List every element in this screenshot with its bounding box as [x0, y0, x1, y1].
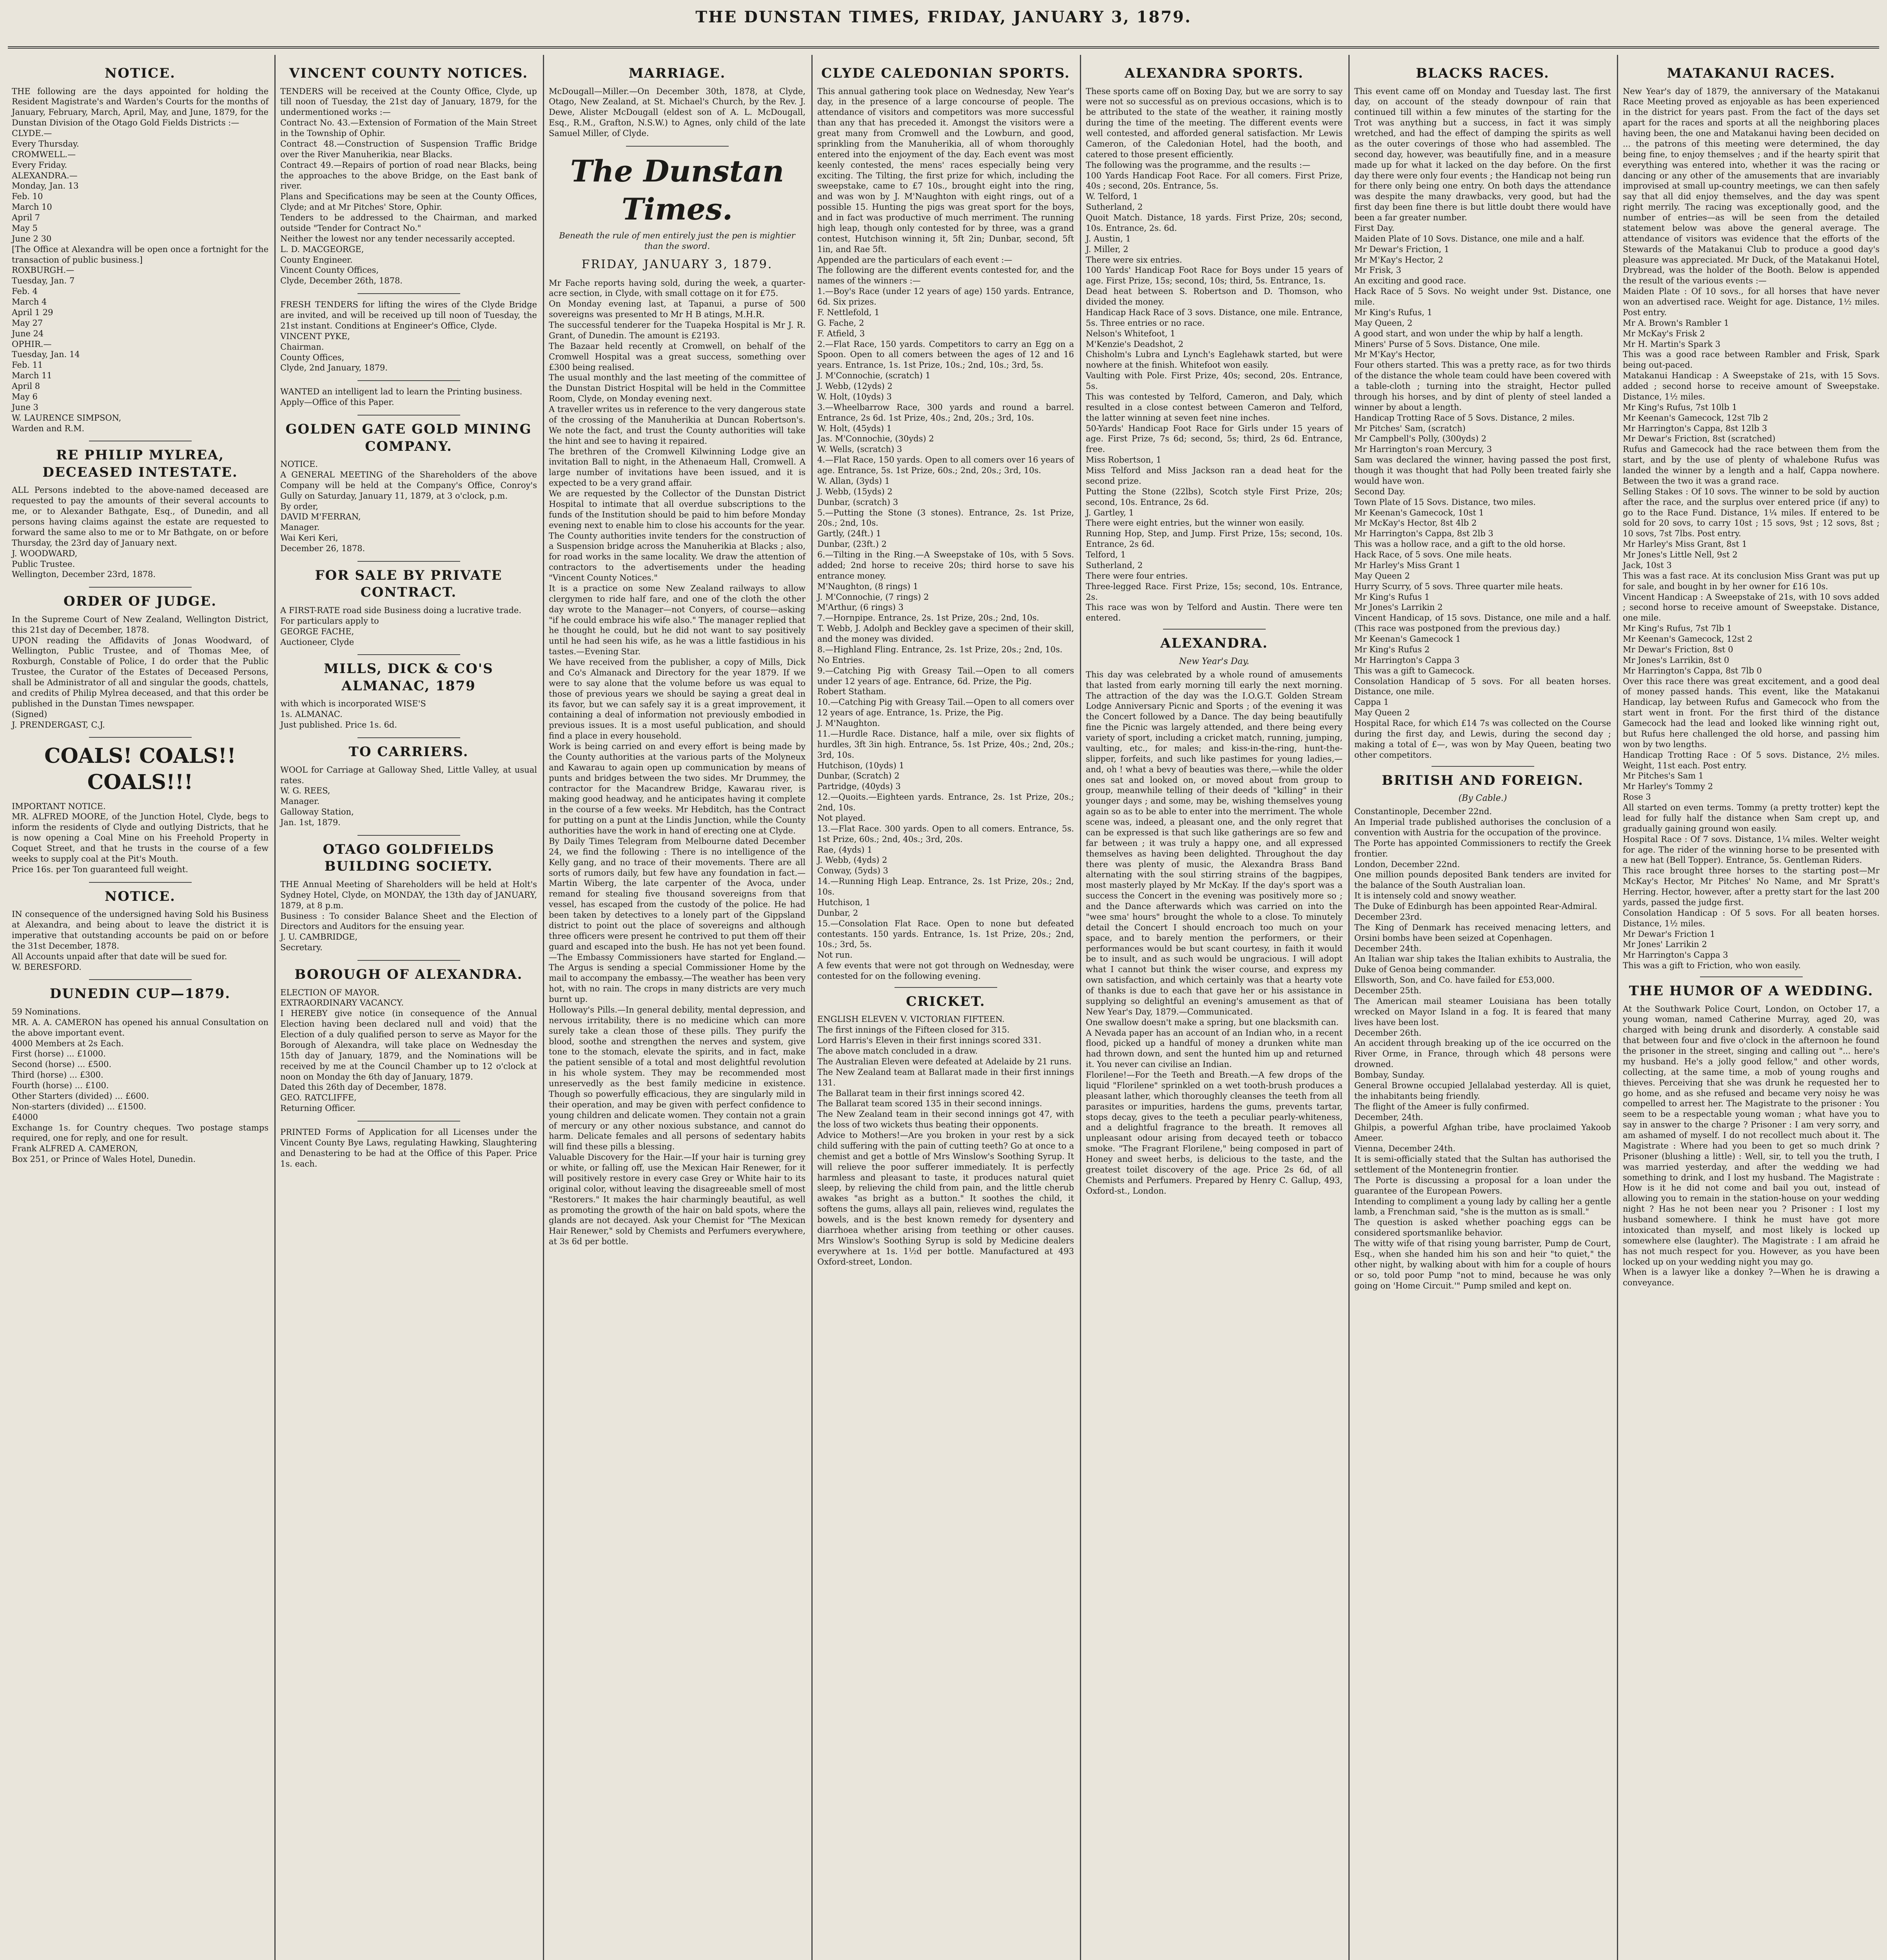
ad-fresh-tenders	[280, 299, 537, 373]
column-rule	[1617, 55, 1618, 1960]
marriage-title: MARRIAGE.	[628, 65, 726, 81]
ad-body: PRINTED Forms of Application for all Licenses under the Vincent County Bye Laws, regulating Hawking, Slaughtering and Denastering to be had at the Office of this Paper. Price 1s. each.	[280, 1127, 540, 1169]
column-3	[549, 63, 806, 1960]
article-body: New Year's day of 1879, the anniversary of the Matakanui Race Meeting proved as enjoyable as has been experienced in the district for years past. From the fact of the days set apart for the races and sports at all the neighboring places having been, the one and Matakanui having been decided on ... the patrons of this meeting were determined, the day being fine, to enjoy themselves ; and if the hearty spirit that everything was entered into, whether it was the racing or dancing or any other of the amusements that are invariably improvised at small up-country meetings, we can then safely say that all did enjoy themselves, and the day was spent right merrily. The racing was exceptionally good, and the number of entries—as will be seen from the detailed statement below was above the general average. The attendance of visitors was evidence that the efforts of the Stewards of the Matakanui Club to produce a good day's pleasure was appreciated. Mr Duck, of the Matakanui Hotel, Drybread, was the holder of the Booth. Below is appended the result of the various events :— Maiden Plate : Of 10 sovs., for all horses that have never won an advertised race. Weight for age. Distance, 1½ miles. Post entry. Mr A. Brown's Rambler 1 Mr McKay's Frisk 2 Mr H. Martin's Spark 3 This was a good race between Rambler and Frisk, Spark being out-paced. Matakanui Handicap : A Sweepstake of 21s, with 15 Sovs. added ; second horse to receive amount of Sweepstake. Distance, 1½ miles. Mr King's Rufus, 7st 10lb 1 Mr Keenan's Gamecock, 12st 7lb 2 Mr Harrington's Cappa, 8st 12lb 3 Mr Dewar's Friction, 8st (scratched) Rufus and Gamecock had the race between them from the start, and by the use of plenty of whalebone Rufus was landed the winner by a length and a half, Cappa nowhere. Between the two it was a grand race. Selling Stakes : Of 10 sovs. The winner to be sold by auction after the race, and the surplus over entered price (if any) to go to the Race Fund. Distance, 1¼ miles. If entered to be sold for 20 sovs, to carry 10st ; 15 sovs, 9st ; 12 sovs, 8st ; 10 sovs, 7st 7lbs. Post entry. Mr Harley's Miss Grant, 8st 1 Mr Jones's Little Nell, 9st 2 Jack, 10st 3 This was a fast race. At its conclusion Miss Grant was put up for sale, and bought in by her owner for £16 10s. Vincent Handicap : A Sweepstake of 21s, with 10 sovs added ; second horse to receive amount of Sweepstake. Distance, one mile. Mr King's Rufus, 7st 7lb 1 Mr Keenan's Gamecock, 12st 2 Mr Dewar's Friction, 8st 0 Mr Jones's Larrikin, 8st 0 Mr Harrington's Cappa, 8st 7lb 0 Over this race there was great excitement, and a good deal of money passed hands. This event, like the Matakanui Handicap, lay between Rufus and Gamecock who from the start went in front. For the first third of the distance Gamecock had the lead and looked like winning right out, but Rufus here challenged the old horse, and passing him won by two lengths. Handicap Trotting Race : Of 5 sovs. Distance, 2½ miles. Weight, 11st each. Post entry. Mr Pitches's Sam 1 Mr Harley's Tommy 2 Rose 3 All started on even terms. Tommy (a pretty trotter) kept the lead for fully half the distance when Sam crept up, and gradually gaining ground won easily. Hospital Race : Of 7 sovs. Distance, 1¼ miles. Welter weight for age. The rider of the winning horse to be presented with a new hat (Bell Topper). Entrance, 5s. Gentleman Riders. This race brought three horses to the starting post—Mr McKay's Hector, Mr Pitches' No Name, and Mr Spratt's Herring. Hector, however, after a pretty start for the last 200 yards, passed the judge first. Consolation Handicap : Of 5 sovs. For all beaten horses. Distance, 1½ miles. Mr Dewar's Friction 1 Mr Jones' Larrikin 2 Mr Harrington's Cappa 3 This was a gift to Friction, who won easily.	[1623, 86, 1880, 971]
ad-carriers	[280, 744, 537, 828]
notice-body: In the Supreme Court of New Zealand, Wellington District, this 21st day of December, 1878. UPON reading the Affidavits of Jonas Woodward, of Wellington, Public Trustee, and of Thomas Mee, of Roxburgh, Constable of Police, I do order that the Public Trustee, the Curator of the Estates of Deceased Persons, shall be Administrator of all and singular the goods, chattels, and credits of Philip Mylrea deceased, and that this order be published in the Dunstan Times newspaper. (Signed) J. PRENDERGAST, C.J.	[12, 614, 269, 730]
page-header: THE DUNSTAN TIMES, FRIDAY, JANUARY 3, 1879.	[695, 8, 1192, 26]
divider	[895, 987, 997, 988]
article-subtitle: New Year's Day.	[1179, 656, 1249, 666]
notice-title: NOTICE.	[105, 65, 176, 81]
divider	[357, 960, 460, 961]
ad-body: FRESH TENDERS for lifting the wires of the Clyde Bridge are invited, and will be received up till noon of Tuesday, the 21st instant. Conditions at Engineer's Office, Clyde. VINCENT PYKE, Chairman. County Offices, Clyde, 2nd January, 1879.	[280, 300, 537, 373]
notice-courts	[12, 65, 269, 434]
ad-for-sale	[280, 567, 537, 648]
ad-body: A FIRST-RATE road side Business doing a lucrative trade. For particulars apply to GEORGE FACHE, Auctioneer, Clyde	[280, 605, 521, 647]
divider	[89, 979, 192, 980]
divider	[357, 380, 460, 381]
ad-title: GOLDEN GATE GOLD MINING COMPANY.	[285, 421, 532, 454]
divider	[357, 415, 460, 416]
divider	[357, 654, 460, 655]
ad-printed-forms	[280, 1127, 540, 1169]
ad-golden-gate	[280, 421, 537, 554]
ad-body: with which is incorporated WISE'S 1s. ALMANAC. Just published. Price 1s. 6d.	[280, 699, 426, 730]
ad-title: OTAGO GOLDFIELDS BUILDING SOCIETY.	[323, 841, 495, 875]
article-title: CRICKET.	[906, 993, 985, 1009]
ad-election	[280, 966, 537, 1114]
notice-body: IMPORTANT NOTICE. MR. ALFRED MOORE, of the Junction Hotel, Clyde, begs to inform the residents of Clyde and outlying Districts, that he is now opening a Coal Mine on his Freehold Property in Coquet Street, and that he trusts in the course of a few weeks to supply coal at the Pit's Mouth. Price 16s. per Ton guaranteed full weight.	[12, 801, 269, 874]
column-7	[1623, 63, 1880, 1960]
divider	[89, 882, 192, 883]
article-body: These sports came off on Boxing Day, but we are sorry to say were not so successful as on previous occasions, which is to be attributed to the state of the weather, it raining mostly during the time of the meeting. The different events were well contested, and afforded general satisfaction. Mr Lewis Cameron, of the Caledonian Hotel, had the booth, and catered to those present efficiently. The following was the programme, and the results :— 100 Yards Handicap Foot Race. For all comers. First Prize, 40s ; second, 20s. Entrance, 5s. W. Telford, 1 Sutherland, 2 Quoit Match. Distance, 18 yards. First Prize, 20s; second, 10s. Entrance, 2s. 6d. J. Austin, 1 J. Miller, 2 There were six entries. 100 Yards' Handicap Foot Race for Boys under 15 years of age. First Prize, 15s; second, 10s; third, 5s. Entrance, 1s. Dead heat between S. Robertson and D. Thomson, who divided the money. Handicap Hack Race of 3 sovs. Distance, one mile. Entrance, 5s. Three entries or no race. Nelson's Whitefoot, 1 M'Kenzie's Deadshot, 2 Chisholm's Lubra and Lynch's Eaglehawk started, but were nowhere at the finish. Whitefoot won easily. Vaulting with Pole. First Prize, 40s; second, 20s. Entrance, 5s. This was contested by Telford, Cameron, and Daly, which resulted in a close contest between Cameron and Telford, the latter winning at seven feet nine inches. 50-Yards' Handicap Foot Race for Girls under 15 years of age. First Prize, 7s 6d; second, 5s; third, 2s 6d. Entrance, free. Miss Robertson, 1 Miss Telford and Miss Jackson ran a dead heat for the second prize. Putting the Stone (22lbs), Scotch style First Prize, 20s; second, 10s. Entrance, 2s 6d. J. Gartley, 1 There were eight entries, but the winner won easily. Running Hop, Step, and Jump. First Prize, 15s; second, 10s. Entrance, 2s 6d. Telford, 1 Sutherland, 2 There were four entries. Three-legged Race. First Prize, 15s; second, 10s. Entrance, 2s. This race was won by Telford and Austin. There were ten entered.	[1086, 86, 1343, 623]
ad-title: TO CARRIERS.	[348, 744, 469, 760]
notice-title: ORDER OF JUDGE.	[64, 593, 217, 610]
article-title: MATAKANUI RACES.	[1667, 65, 1836, 81]
article-body: This day was celebrated by a whole round of amusements that lasted from early morning till early the next morning. The attraction of the day was the I.O.G.T. Golden Stream Lodge Anniversary Picnic and Sports ; of the evening it was the Concert followed by a Dance. The day being beautifully fine the Picnic was largely attended, and there being every variety of sport, including a cricket match, running, jumping, vaulting, etc., for males; and kiss-in-the-ring, hunt-the-slipper, forfeits, and such like pastimes for young ladies,—and, oh ! what a bevy of beauties was there,—while the older ones sat and looked on, or moved about from group to group, meanwhile telling of their deeds of "killing" in their younger days ; and some, may be, wishing themselves young again so as to be able to enter into the merriment. The whole scene was, indeed, a pleasant one, and the only regret that can be expressed is that such like gatherings are so few and far between ; it was truly a happy one, and all expressed themselves as having been delighted. Throughout the day there was plenty of music, the Alexandra Brass Band alternating with the soul stirring strains of the bagpipes, most masterly played by Mr McKay. If the day's sport was a success the Concert in the evening was positively more so ; and the Dance afterwards which was carried on into the "wee sma' hours" brought the whole to a close. To minutely detail the Concert I should encroach too much on your space, and to barely mention the performers, or their performances would be but scant courtesy, in faith it would be to insult, and as such would be ungracious. I will adopt what I cannot but think the wiser course, and express my own satisfaction, and which certainly was that a hearty vote of thanks is due to each that gave her or his assistance in supplying so delightful an evening's amusement as that of New Year's Day, 1879.—Communicated. One swallow doesn't make a spring, but one blacksmith can. A Nevada paper has an account of an Indian who, in a recent flood, picked up a handful of money a drunken white man had thrown down, and sent the hunted him up and returned it. You never can civilise an Indian. Florilene!—For the Teeth and Breath.—A few drops of the liquid "Florilene" sprinkled on a wet tooth-brush produces a pleasant lather, which thoroughly cleanses the teeth from all parasites or impurities, hardens the gums, prevents tartar, stops decay, gives to the teeth a peculiar pearly-whiteness, and a delightful fragrance to the breath. It removes all unpleasant odour arising from decayed teeth or tobacco smoke. "The Fragrant Florilene," being composed in part of Honey and sweet herbs, is delicious to the taste, and the greatest toilet discovery of the age. Price 2s 6d, of all Chemists and Perfumers. Prepared by Henry C. Gallup, 493, Oxford-st., London.	[1086, 670, 1343, 1196]
newspaper-motto: Beneath the rule of men entirely just the pen is mightier than the sword.	[559, 231, 795, 251]
article-title: BRITISH AND FOREIGN.	[1381, 772, 1584, 788]
column-5	[1086, 63, 1343, 1960]
divider	[1700, 976, 1803, 977]
notice-body: IN consequence of the undersigned having Sold his Business at Alexandra, and being about to leave the district it is imperative that outstanding accounts be paid on or before the 31st December, 1878. All Accounts unpaid after that date will be sued for. W. BERESFORD.	[12, 909, 269, 972]
notice-dunedin-cup	[12, 985, 269, 1165]
marriage-notice	[549, 65, 806, 139]
notice-title: NOTICE.	[105, 888, 176, 904]
divider	[626, 146, 729, 147]
divider	[357, 561, 460, 562]
ad-body: TENDERS will be received at the County Office, Clyde, up till noon of Tuesday, the 21st day of January, 1879, for the undermentioned works :— Contract No. 43.—Extension of Formation of the Main Street in the Township of Ophir. Contract 48.—Construction of Suspension Traffic Bridge over the River Manuherikia, near Blacks. Contract 49.—Repairs of portion of road near Blacks, being the approaches to the above Bridge, on the East bank of river. Plans and Specifications may be seen at the County Offices, Clyde; and at Mr Pitches' Store, Ophir. Tenders to be addressed to the Chairman, and marked outside "Tender for Contract No." Neither the lowest nor any tender necessarily accepted. L. D. MACGEORGE, County Engineer. Vincent County Offices, Clyde, December 26th, 1878.	[280, 86, 537, 286]
column-rule	[811, 55, 813, 1960]
ad-wanted	[280, 387, 537, 408]
column-rule	[1348, 55, 1350, 1960]
notice-coals	[12, 743, 269, 875]
notice-beresford	[12, 888, 269, 973]
divider	[357, 835, 460, 836]
ad-title: VINCENT COUNTY NOTICES.	[289, 65, 528, 81]
ad-body: NOTICE. A GENERAL MEETING of the Shareholders of the above Company will be held at the Company's Office, Conroy's Gully on Saturday, January 11, 1879, at 3 o'clock, p.m. By order, DAVID M'FERRAN, Manager. Wai Keri Keri, December 26, 1878.	[280, 459, 537, 554]
article-title: ALEXANDRA.	[1160, 635, 1268, 652]
notice-judge	[12, 593, 269, 730]
divider	[89, 737, 192, 738]
ad-body: WOOL for Carriage at Galloway Shed, Little Valley, at usual rates. W. G. REES, Manager. Galloway Station, Jan. 1st, 1879.	[280, 765, 537, 827]
article-subtitle: (By Cable.)	[1458, 793, 1507, 804]
ad-body: WANTED an intelligent lad to learn the Printing business. Apply—Office of this Paper.	[280, 387, 523, 407]
divider	[1432, 766, 1534, 767]
column-1	[12, 63, 269, 1960]
column-rule	[274, 55, 276, 1960]
article-title: CLYDE CALEDONIAN SPORTS.	[821, 65, 1070, 81]
notice-body: 59 Nominations. MR. A. A. CAMERON has opened his annual Consultation on the above important event. 4000 Members at 2s Each. First (horse) ... £1000. Second (horse) ... £500. Third (horse) ... £300. Fourth (horse) ... £100. Other Starters (divided) ... £600. Non-starters (divided) ... £1500. £4000 Exchange 1s. for Country cheques. Two postage stamps required, one for reply, and one for result. Frank ALFRED A. CAMERON, Box 251, or Prince of Wales Hotel, Dunedin.	[12, 1007, 269, 1164]
divider	[89, 587, 192, 588]
divider	[357, 1121, 460, 1122]
ad-title: BOROUGH OF ALEXANDRA.	[294, 967, 523, 983]
ad-almanac	[280, 661, 537, 730]
article-body: Constantinople, December 22nd. An Imperial trade published authorises the conclusion of a convention with Austria for the occupation of the province. The Porte has appointed Commissioners to rectify the Greek frontier. London, December 22nd. One million pounds deposited Bank tenders are invited for the balance of the South Australian loan. It is intensely cold and snowy weather. The Duke of Edinburgh has been appointed Rear-Admiral. December 23rd. The King of Denmark has received menacing letters, and Orsini bombs have been seized at Copenhagen. December 24th. An Italian war ship takes the Italian exhibits to Australia, the Duke of Genoa being commander. Ellsworth, Son, and Co. have failed for £53,000. December 25th. The American mail steamer Louisiana has been totally wrecked on Mayor Island in a fog. It is feared that many lives have been lost. December 26th. An accident through breaking up of the ice occurred on the River Orme, in France, through which 48 persons were drowned. Bombay, Sunday. General Browne occupied Jellalabad yesterday. All is quiet, the inhabitants being friendly. The flight of the Ameer is fully confirmed. December, 24th. Ghilpis, a powerful Afghan tribe, have proclaimed Yakoob Ameer. Vienna, December 24th. It is semi-officially stated that the Sultan has authorised the settlement of the Montenegrin frontier. The Porte is discussing a proposal for a loan under the guarantee of the European Powers. Intending to compliment a young lady by calling her a gentle lamb, a Frenchman said, "she is the mutton as is small." The question is asked whether poaching eggs can be considered sportsmanlike behavior. The witty wife of that rising young barrister, Pump de Court, Esq., when she handed him his son and heir "to quiet," the other night, by walking about with him for a couple of hours or so, told poor Pump "not to mind, because he was only going on 'Home Circuit.'" Pump smiled and kept on.	[1354, 807, 1611, 1290]
notice-body: THE following are the days appointed for holding the Resident Magistrate's and Warden's Courts for the months of January, February, March, April, May, and June, 1879, for the Dunstan Division of the Otago Gold Fields Districts :— CLYDE.— Every Thursday. CROMWELL.— Every Friday. ALEXANDRA.— Monday, Jan. 13 Feb. 10 March 10 April 7 May 5 June 2 30 [The Office at Alexandra will be open once a fortnight for the transaction of public business.] ROXBURGH.— Tuesday, Jan. 7 Feb. 4 March 4 April 1 29 May 27 June 24 OPHIR.— Tuesday, Jan. 14 Feb. 11 March 11 April 8 May 6 June 3 W. LAURENCE SIMPSON, Warden and R.M.	[12, 86, 269, 433]
local-news: Mr Fache reports having sold, during the week, a quarter-acre section, in Clyde, with small cottage on it for £75. On Monday evening last, at Tapanui, a purse of 500 sovereigns was presented to Mr H B atings, M.H.R. The successful tenderer for the Tuapeka Hospital is Mr J. R. Grant, of Dunedin. The amount is £2193. The Bazaar held recently at Cromwell, on behalf of the Cromwell Hospital was a great success, something over £300 being realised. The usual monthly and the last meeting of the committee of the Dunstan District Hospital will be held in the Committee Room, Clyde, on Monday evening next. A traveller writes us in reference to the very dangerous state of the crossing of the Manuherikia at Duncan Robertson's. We note the fact, and trust the County authorities will take the hint and see to having it repaired. The brethren of the Cromwell Kilwinning Lodge give an invitation Ball to night, in the Athenaeum Hall, Cromwell. A large number of invitations have been issued, and it is expected to be a very grand affair. We are requested by the Collector of the Dunstan District Hospital to intimate that all overdue subscriptions to the funds of the Institution should be paid to him before Monday evening next to enable him to close his accounts for the year. The County authorities invite tenders for the construction of a Suspension bridge across the Manuherikia at Blacks ; also, for road works in the same locality. We draw the attention of contractors to the advertisements under the heading "Vincent County Notices." It is a practice on some New Zealand railways to allow clergymen to ride half fare, and one of the cloth the other day wrote to the Manager—not Conyers, of course—asking "if he could embrace his wife also." The manager replied that he thought he could, but he did not want to say positively until he had seen his wife, as he was a little fastidious in his tastes.—Evening Star. We have received from the publisher, a copy of Mills, Dick and Co's Almanack and Directory for the year 1879. If we were to say alone that the volume before us was equal to those of previous years we should be saying a great deal in its favor, but we can safely say it is a great improvement, it containing a deal of information not previously embodied in previous issues. It is a most useful publication, and should find a place in every household. Work is being carried on and every effort is being made by the County authorities at the various parts of the Molyneux and Kawarau to again open up communication by means of punts and bridges between the two sides. Mr Drummey, the contractor for the Macandrew Bridge, Kawarau river, is making good headway, and he anticipates having it complete in the course of a few weeks. Mr Hebditch, has the Contract for putting on a punt at the Lindis Junction, while the County authorities have the work in hand of erecting one at Clyde. By Daily Times Telegram from Melbourne dated December 24, we find the following : There is no intelligence of the Kelly gang, and no trace of their movements. There are all sorts of rumors daily, but few have any foundation in fact.—Martin Wiberg, the late carpenter of the Avoca, under remand for stealing five thousand sovereigns from that vessel, has escaped from the custody of the police. He had been taken by detectives to a lonely part of the Gippsland district to point out the place of sovereigns and although three officers were present he contrived to put them off their guard and escaped into the bush. He has not yet been found.—The Embassy Commissioners have started for England.—The Argus is sending a special Commissioner Home by the mail to accompany the embassy.—The weather has been very hot, with no rain. The crops in many districts are very much burnt up. Holloway's Pills.—In general debility, mental depression, and nervous irritability, there is no medicine which can more surely take a clean those of these pills. They purify the blood, soothe and strengthen the nerves and system, give tone to the stomach, elevate the spirits, and in fact, make the patient sensible of a total and most delightful revolution in his whole system. They may be recommended most unreservedly as the best family medicine in existence. Though so powerfully efficacious, they are singularly mild in their operation, and may be given with perfect confidence to young children and delicate women. They contain not a grain of mercury or any other noxious substance, and cannot do harm. Delicate females and all persons of sedentary habits will find these pills a blessing. Valuable Discovery for the Hair.—If your hair is turning grey or white, or falling off, use the Mexican Hair Renewer, for it will positively restore in every case Grey or White hair to its original color, without leaving the disagreeable smell of most "Restorers." It makes the hair charmingly beautiful, as well as promoting the growth of the hair on bald spots, where the glands are not decayed. Ask your Chemist for "The Mexican Hair Renewer," sold by Chemists and Perfumers everywhere, at 3s 6d per bottle.	[549, 278, 806, 1247]
notice-title: DUNEDIN CUP—1879.	[49, 986, 231, 1002]
article-body: This event came off on Monday and Tuesday last. The first day, on account of the steady downpour of rain that continued till within a few minutes of the starting for the Trot was anything but a success, in fact it was simply wretched, and had the effect of damping the spirits as well as the outer coverings of those who had assembled. The second day, however, was beautifully fine, and in a measure made up for what it lacked on the day before. On the first day there were only four events ; the Handicap not being run for there only being one entry. On both days the attendance was despite the many drawbacks, very good, but had the first day been fine there is but little doubt there would have been a far greater number. First Day. Maiden Plate of 10 Sovs. Distance, one mile and a half. Mr Dewar's Friction, 1 Mr M'Kay's Hector, 2 Mr Frisk, 3 An exciting and good race. Hack Race of 5 Sovs. No weight under 9st. Distance, one mile. Mr King's Rufus, 1 May Queen, 2 A good start, and won under the whip by half a length. Miners' Purse of 5 Sovs. Distance, One mile. Mr M'Kay's Hector, Four others started. This was a pretty race, as for two thirds of the distance the whole team could have been covered with a table-cloth ; turning into the straight, Hector pulled through his horses, and by dint of plenty of steel landed a winner by about a length. Handicap Trotting Race of 5 Sovs. Distance, 2 miles. Mr Pitches' Sam, (scratch) Mr Campbell's Polly, (300yds) 2 Mr Harrington's roan Mercury, 3 Sam was declared the winner, having passed the post first, though it was thought that had Polly been treated fairly she would have won. Second Day. Town Plate of 15 Sovs. Distance, two miles. Mr Keenan's Gamecock, 10st 1 Mr McKay's Hector, 8st 4lb 2 Mr Harrington's Cappa, 8st 2lb 3 This was a hollow race, and a gift to the old horse. Hack Race, of 5 sovs. One mile heats. Mr Harley's Miss Grant 1 May Queen 2 Hurry Scurry, of 5 sovs. Three quarter mile heats. Mr King's Rufus 1 Mr Jones's Larrikin 2 Vincent Handicap, of 15 sovs. Distance, one mile and a half. (This race was postponed from the previous day.) Mr Keenan's Gamecock 1 Mr King's Rufus 2 Mr Harrington's Cappa 3 This was a gift to Gamecock. Consolation Handicap of 5 sovs. For all beaten horses. Distance, one mile. Cappa 1 May Queen 2 Hospital Race, for which £14 7s was collected on the Course during the first day, and Lewis, during the second day ; making a total of £—, was won by May Queen, beating two other competitors.	[1354, 86, 1611, 760]
divider	[357, 737, 460, 738]
article-body: ENGLISH ELEVEN V. VICTORIAN FIFTEEN. The first innings of the Fifteen closed for 315. Lord Harris's Eleven in their first innings scored 331. The above match concluded in a draw. The Australian Eleven were defeated at Adelaide by 21 runs. The New Zealand team at Ballarat made in their first innings 131. The Ballarat team in their first innings scored 42. The Ballarat team scored 135 in their second innings. The New Zealand team in their second innings got 47, with the loss of two wickets thus beating their opponents. Advice to Mothers!—Are you broken in your rest by a sick child suffering with the pain of cutting teeth? Go at once to a chemist and get a bottle of Mrs Winslow's Soothing Syrup. It will relieve the poor sufferer immediately. It is perfectly harmless and pleasant to taste, it produces natural quiet sleep, by relieving the child from pain, and the little cherub awakes "as bright as a button." It soothes the child, it softens the gums, allays all pain, relieves wind, regulates the bowels, and is the best known remedy for dysentery and diarrhoea whether arising from teething or other causes. Mrs Winslow's Soothing Syrup is sold by Medicine dealers everywhere at 1s. 1½d per bottle. Manufactured at 493 Oxford-street, London.	[817, 1014, 1074, 1267]
article-title: ALEXANDRA SPORTS.	[1125, 65, 1304, 81]
notice-body: ALL Persons indebted to the above-named deceased are requested to pay the amounts of their several accounts to me, or to Alexander Bathgate, Esq., of Dunedin, and all persons having claims against the estate are requested to forward the same also to me or to Mr Bathgate, on or before Thursday, the 23rd day of January next. J. WOODWARD, Public Trustee. Wellington, December 23rd, 1878.	[12, 485, 269, 579]
notice-title: COALS! COALS!! COALS!!!	[44, 744, 236, 794]
ad-title: MILLS, DICK & CO'S ALMANAC, 1879	[324, 661, 494, 694]
newspaper-title: The Dunstan Times.	[570, 153, 784, 227]
ad-body: ELECTION OF MAYOR. EXTRAORDINARY VACANCY. I HEREBY give notice (in consequence of the Annual Election having been declared null and void) that the Election of a duly qualified person to serve as Mayor for the Borough of Alexandra, will take place on Wednesday the 15th day of January, 1879, and the Nominations will be received by me at the Council Chamber up to 12 o'clock at noon on Monday the 6th day of January, 1879. Dated this 26th day of December, 1878. GEO. RATCLIFFE, Returning Officer.	[280, 987, 537, 1113]
notice-mylrea	[12, 447, 269, 580]
header-rule	[8, 46, 1879, 49]
column-rule	[543, 55, 544, 1960]
column-rule	[1080, 55, 1081, 1960]
article-body: This annual gathering took place on Wednesday, New Year's day, in the presence of a large concourse of people. The attendance of visitors and competitors was more successful than any that has preceded it. Amongst the visitors were a great many from Cromwell and the Lowburn, and good, sprinkling from the Manuherikia, all of whom thoroughly entered into the enjoyment of the day. Each event was most keenly contested, the mens' races especially being very exciting. The Tilting, the first prize for which, including the sweepstake, came to £7 10s., brought eight into the ring, and was won by J. M'Naughton with eight rings, out of a possible 15. Hunting the pigs was great sport for the boys, and in fact was productive of much merriment. The running high leap, though only contested for by three, was a grand contest, Hutchison winning it, 5ft 2in; Dunbar, second, 5ft 1in, and Rae 5ft. Appended are the particulars of each event :— The following are the different events contested for, and the names of the winners :— 1.—Boy's Race (under 12 years of age) 150 yards. Entrance, 6d. Six prizes. F. Nettlefold, 1 G. Fache, 2 F. Atfield, 3 2.—Flat Race, 150 yards. Competitors to carry an Egg on a Spoon. Open to all comers between the ages of 12 and 16 years. Entrance, 1s. 1st Prize, 10s.; 2nd, 10s.; 3rd, 5s. J. M'Connochie, (scratch) 1 J. Webb, (12yds) 2 W. Holt, (10yds) 3 3.—Wheelbarrow Race, 300 yards and round a barrel. Entrance, 2s 6d. 1st Prize, 40s.; 2nd, 20s.; 3rd, 10s. W. Holt, (45yds) 1 Jas. M'Connochie, (30yds) 2 W. Wells, (scratch) 3 4.—Flat Race, 150 yards. Open to all comers over 16 years of age. Entrance, 5s. 1st Prize, 60s.; 2nd, 20s.; 3rd, 10s. W. Allan, (3yds) 1 J. Webb, (15yds) 2 Dunbar, (scratch) 3 5.—Putting the Stone (3 stones). Entrance, 2s. 1st Prize, 20s.; 2nd, 10s. Gartly, (24ft.) 1 Dunbar, (23ft.) 2 6.—Tilting in the Ring.—A Sweepstake of 10s, with 5 Sovs. added; 2nd horse to receive 20s; third horse to save his entrance money. M'Naughton, (8 rings) 1 J. M'Connochie, (7 rings) 2 M'Arthur, (6 rings) 3 7.—Hornpipe. Entrance, 2s. 1st Prize, 20s.; 2nd, 10s. T. Webb, J. Adolph and Beckley gave a specimen of their skill, and the money was divided. 8.—Highland Fling. Entrance, 2s. 1st Prize, 20s.; 2nd, 10s. No Entries. 9.—Catching Pig with Greasy Tail.—Open to all comers under 12 years of age. Entrance, 6d. Prize, the Pig. Robert Statham. 10.—Catching Pig with Greasy Tail.—Open to all comers over 12 years of age. Entrance, 1s. Prize, the Pig. J. M'Naughton. 11.—Hurdle Race. Distance, half a mile, over six flights of hurdles, 3ft 3in high. Entrance, 5s. 1st Prize, 40s.; 2nd, 20s.; 3rd, 10s. Hutchison, (10yds) 1 Dunbar, (Scratch) 2 Partridge, (40yds) 3 12.—Quoits.—Eighteen yards. Entrance, 2s. 1st Prize, 20s.; 2nd, 10s. Not played. 13.—Flat Race. 300 yards. Open to all comers. Entrance, 5s. 1st Prize, 60s.; 2nd, 40s.; 3rd, 20s. Rae, (4yds) 1 J. Webb, (4yds) 2 Conway, (5yds) 3 14.—Running High Leap. Entrance, 2s. 1st Prize, 20s.; 2nd, 10s. Hutchison, 1 Dunbar, 2 15.—Consolation Flat Race. Open to none but defeated contestants. 150 yards. Entrance, 1s. 1st Prize, 20s.; 2nd, 10s.; 3rd, 5s. Not run. A few events that were not got through on Wednesday, were contested for on the following evening.	[817, 86, 1074, 981]
divider	[1163, 629, 1266, 630]
article-body: At the Southwark Police Court, London, on October 17, a young woman, named Catherine Murray, aged 20, was charged with being drunk and disorderly. A constable said that between four and five o'clock in the afternoon he found the prisoner in the street, singing and calling out "... here's my husband. He's a jolly good fellow," and other words, collecting, at the same time, a mob of young roughs and thieves. Perceiving that she was drunk he requested her to go home, and as she refused and became very noisy he was compelled to arrest her. The Magistrate to the prisoner : You seem to be a respectable young woman ; what have you to say in answer to the charge ? Prisoner : I am very sorry, and am ashamed of myself. I do not recollect much about it. The Magistrate : Where had you been to get so much drink ? Prisoner (blushing a little) : Well, sir, to tell you the truth, I was married yesterday, and after the wedding we had something to drink, and I lost my husband. The Magistrate : How is it he did not come and bail you out, instead of allowing you to remain in the station-house on your wedding night ? Has he not been near you ? Prisoner : I lost my husband somewhere. I think he must have got more intoxicated than myself, and most likely is locked up somewhere else (laughter). The Magistrate : I am afraid he has not much respect for you. However, as you have been locked up on your wedding night you may go. When is a lawyer like a donkey ?—When he is drawing a conveyance.	[1623, 1004, 1880, 1288]
ad-body: THE Annual Meeting of Shareholders will be held at Holt's Sydney Hotel, Clyde, on MONDAY, the 13th day of JANUARY, 1879, at 8 p.m. Business : To consider Balance Sheet and the Election of Directors and Auditors for the ensuing year. J. U. CAMBRIDGE, Secretary.	[280, 879, 537, 953]
column-6	[1354, 63, 1611, 1960]
issue-date: FRIDAY, JANUARY 3, 1879.	[581, 258, 773, 272]
ad-title: FOR SALE BY PRIVATE CONTRACT.	[315, 567, 503, 601]
column-2	[280, 63, 540, 1960]
article-title: BLACKS RACES.	[1416, 65, 1550, 81]
notice-title: RE PHILIP MYLREA, DECEASED INTESTATE.	[42, 447, 238, 480]
article-title: THE HUMOR OF A WEDDING.	[1629, 983, 1874, 999]
ad-building-society	[280, 841, 537, 953]
column-4	[817, 63, 1074, 1960]
marriage-body: McDougall—Miller.—On December 30th, 1878, at Clyde, Otago, New Zealand, at St. Michael's Church, by the Rev. J. Dewe, Alister McDougall (eldest son of A. L. McDougall, Esq., R.M., Grafton, N.S.W.) to Agnes, only child of the late Samuel Miller, of Clyde.	[549, 86, 808, 138]
ad-vincent-county	[280, 65, 537, 286]
divider	[357, 293, 460, 294]
